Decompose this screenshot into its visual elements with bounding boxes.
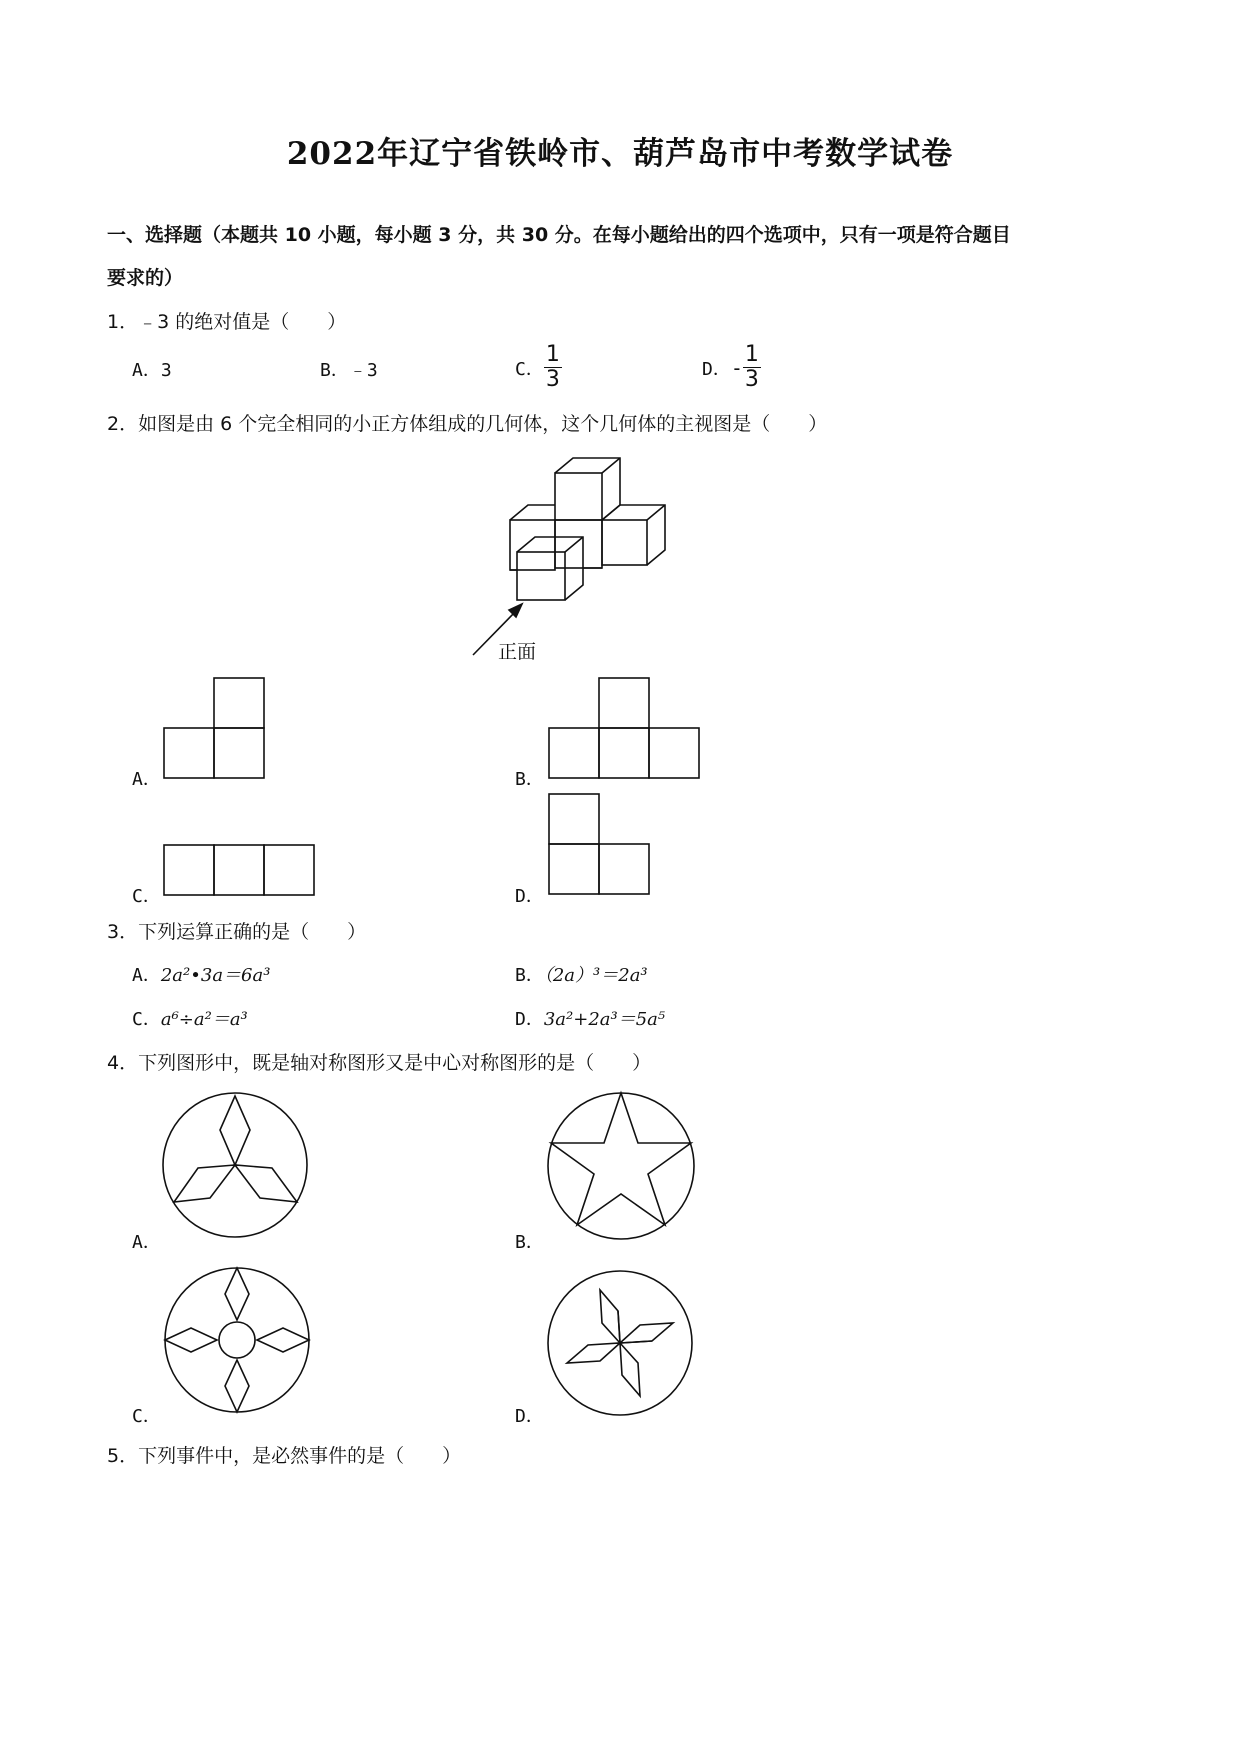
q3-option-a-expr: 2a²•3a＝6a³	[160, 965, 271, 986]
q3-option-a	[132, 961, 270, 987]
q3-option-c-expr: a⁶÷a²＝a³	[160, 1009, 248, 1030]
q3-option-a-label: A．	[132, 965, 161, 986]
q2-option-c-view	[162, 843, 317, 898]
q2-option-d-label: D．	[515, 886, 544, 907]
question-5-stem: 5．下列事件中，是必然事件的是（ ）	[107, 1445, 462, 1467]
q4-option-d-figure	[545, 1268, 695, 1418]
q1-option-d-label: D．	[702, 358, 731, 380]
q1-option-c-fraction	[544, 343, 562, 392]
q2-option-a-label: A．	[132, 769, 161, 790]
q4-option-a-label: A．	[132, 1232, 161, 1253]
q1-option-c	[515, 343, 562, 392]
q1-option-d-fraction	[743, 343, 761, 392]
q3-option-d-expr: 3a²+2a³＝5a⁵	[543, 1009, 666, 1030]
section-heading-line2: 要求的）	[107, 267, 184, 289]
q4-option-b-label: B．	[515, 1232, 544, 1253]
q1-c-numerator: 1	[545, 342, 560, 367]
q3-option-c	[132, 1005, 248, 1031]
q2-option-b-label: B．	[515, 769, 544, 790]
question-3-stem: 3．下列运算正确的是（ ）	[107, 921, 367, 943]
page-title: 2022年辽宁省铁岭市、葫芦岛市中考数学试卷	[286, 136, 954, 172]
q2-option-c-label: C．	[132, 886, 161, 907]
q1-option-a: A．3	[132, 360, 172, 381]
q4-option-d-label: D．	[515, 1406, 544, 1427]
q3-option-c-label: C．	[132, 1009, 161, 1030]
q4-option-a-figure	[160, 1090, 310, 1240]
q2-option-a-view	[162, 677, 267, 781]
q1-d-numerator: 1	[744, 342, 759, 367]
q1-option-b: B．﹣3	[320, 360, 378, 381]
q3-option-b	[515, 961, 648, 987]
q4-option-c-figure	[162, 1265, 312, 1415]
question-2-stem: 2．如图是由 6 个完全相同的小正方体组成的几何体，这个几何体的主视图是（ ）	[107, 413, 828, 435]
q2-option-d-view	[547, 793, 652, 897]
q2-option-b-view	[547, 677, 702, 781]
section-heading-line1: 一、选择题（本题共 10 小题，每小题 3 分，共 30 分。在每小题给出的四个选项中，只有一项是符合题目	[107, 224, 1011, 246]
q3-option-b-label: B．	[515, 965, 544, 986]
q1-option-c-label: C．	[515, 358, 544, 380]
q3-option-b-expr: （2a）³＝2a³	[543, 965, 648, 986]
cube-solid-figure	[465, 450, 680, 665]
q1-c-denominator: 3	[545, 367, 560, 392]
q1-option-d	[702, 343, 761, 392]
q4-option-c-label: C．	[132, 1406, 161, 1427]
q3-option-d	[515, 1005, 665, 1031]
q1-d-denominator: 3	[744, 367, 759, 392]
front-direction-label: 正面	[498, 641, 537, 663]
question-4-stem: 4．下列图形中，既是轴对称图形又是中心对称图形的是（ ）	[107, 1052, 652, 1074]
q1-d-minus-sign: -	[730, 355, 743, 380]
question-1-stem: 1．﹣3 的绝对值是（ ）	[107, 311, 347, 333]
q3-option-d-label: D．	[515, 1009, 544, 1030]
q4-option-b-figure	[545, 1090, 697, 1242]
